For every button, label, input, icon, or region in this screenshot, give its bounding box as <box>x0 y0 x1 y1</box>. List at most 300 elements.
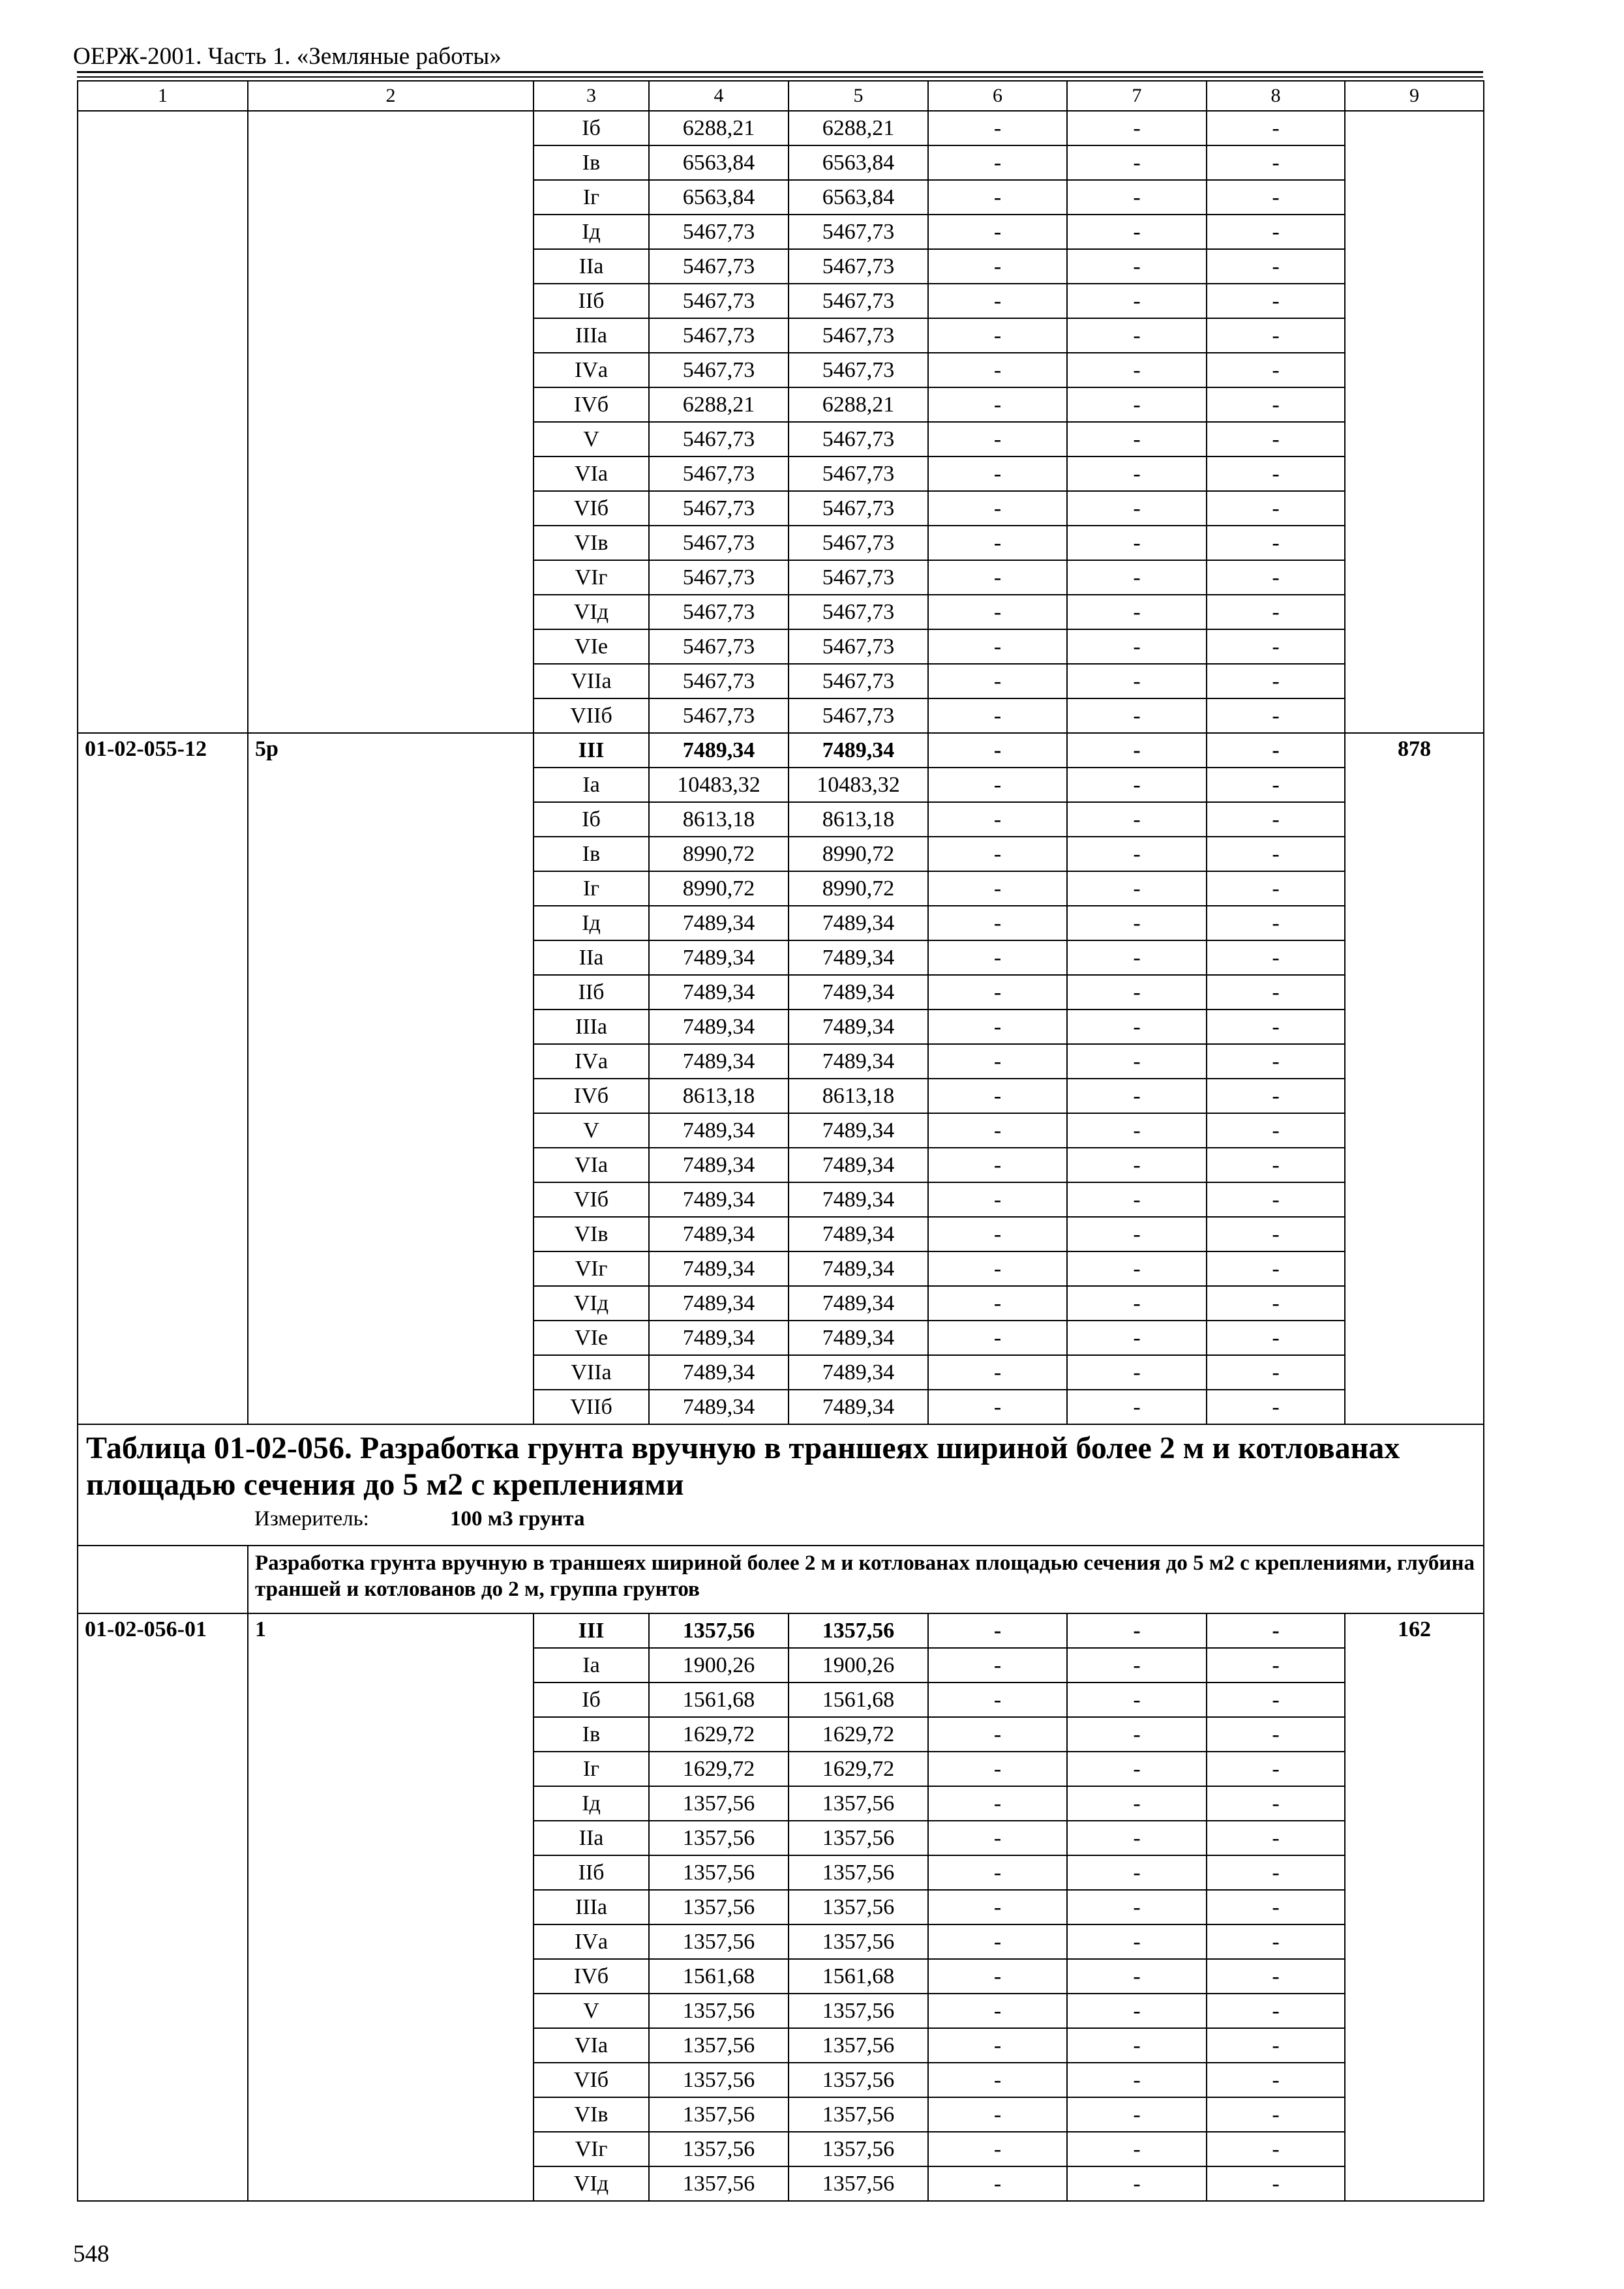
value-cell: - <box>1067 1648 1207 1683</box>
value-cell: 6288,21 <box>649 111 789 145</box>
value-cell: Iд <box>534 906 649 940</box>
value-cell: - <box>1207 353 1345 387</box>
value-cell: - <box>1067 871 1207 906</box>
value-cell: 1629,72 <box>789 1717 928 1752</box>
value-cell: VIIб <box>534 698 649 733</box>
value-cell: 5467,73 <box>649 215 789 249</box>
value-cell: - <box>928 422 1067 456</box>
value-cell: 5467,73 <box>789 215 928 249</box>
value-cell: 7489,34 <box>649 940 789 975</box>
value-cell: - <box>928 802 1067 837</box>
value-cell: VIд <box>534 1286 649 1321</box>
value-cell: - <box>1067 1786 1207 1821</box>
value-cell: V <box>534 422 649 456</box>
unit-label: Измеритель: <box>254 1507 369 1531</box>
value-cell: - <box>928 2132 1067 2166</box>
value-cell: IVб <box>534 387 649 422</box>
value-cell: - <box>1207 1148 1345 1182</box>
value-cell: 7489,34 <box>649 1286 789 1321</box>
value-cell: 7489,34 <box>649 975 789 1010</box>
value-cell: - <box>1207 284 1345 318</box>
value-cell: - <box>1207 837 1345 871</box>
value-cell: - <box>1207 906 1345 940</box>
value-cell: - <box>1067 1821 1207 1855</box>
value-cell: 1357,56 <box>789 1924 928 1959</box>
value-cell: IIIа <box>534 1010 649 1044</box>
value-cell: - <box>1067 1079 1207 1113</box>
value-cell: IIа <box>534 940 649 975</box>
value-cell: 5467,73 <box>649 664 789 698</box>
value-cell: Iг <box>534 180 649 215</box>
value-cell: - <box>1067 1855 1207 1890</box>
value-cell: - <box>1207 491 1345 526</box>
value-cell: - <box>928 1717 1067 1752</box>
value-cell: - <box>1207 1390 1345 1424</box>
value-cell: 1357,56 <box>649 1924 789 1959</box>
value-cell: 7489,34 <box>649 1010 789 1044</box>
value-cell: 1357,56 <box>649 2166 789 2201</box>
value-cell: - <box>1207 2097 1345 2132</box>
page-number: 548 <box>73 2241 110 2267</box>
page-header: ОЕРЖ-2001. Часть 1. «Земляные работы» <box>73 43 502 70</box>
value-cell: 6563,84 <box>789 145 928 180</box>
value-cell: - <box>928 1855 1067 1890</box>
value-cell: - <box>928 526 1067 560</box>
value-cell: - <box>928 1994 1067 2028</box>
value-cell: - <box>928 837 1067 871</box>
value-cell: 8990,72 <box>789 871 928 906</box>
value-cell: VIв <box>534 1217 649 1251</box>
value-cell: - <box>928 1752 1067 1786</box>
value-cell: - <box>928 2063 1067 2097</box>
price-table <box>77 80 1484 2202</box>
value-cell: 6563,84 <box>649 180 789 215</box>
value-cell: Iб <box>534 111 649 145</box>
value-cell: IIIа <box>534 1890 649 1924</box>
value-cell: - <box>1207 560 1345 595</box>
value-cell: - <box>1067 180 1207 215</box>
rate-name-cell <box>248 111 534 733</box>
value-cell: - <box>1067 940 1207 975</box>
value-cell: - <box>1067 2097 1207 2132</box>
value-cell: 10483,32 <box>789 768 928 802</box>
value-cell: 7489,34 <box>789 940 928 975</box>
value-cell: 7489,34 <box>649 1390 789 1424</box>
value-cell: - <box>928 1890 1067 1924</box>
value-cell: - <box>928 871 1067 906</box>
column-number-cell: 5 <box>789 81 928 111</box>
value-cell: - <box>1207 1044 1345 1079</box>
value-cell: 8990,72 <box>649 871 789 906</box>
value-cell: - <box>1207 1890 1345 1924</box>
value-cell: - <box>1207 1648 1345 1683</box>
value-cell: Iа <box>534 768 649 802</box>
value-cell: Iд <box>534 215 649 249</box>
value-cell: VIг <box>534 1251 649 1286</box>
value-cell: - <box>1207 318 1345 353</box>
value-cell: - <box>1207 940 1345 975</box>
value-cell: 5467,73 <box>649 491 789 526</box>
value-cell: 5467,73 <box>789 560 928 595</box>
value-cell: - <box>1207 1286 1345 1321</box>
value-cell: - <box>1207 1079 1345 1113</box>
value-cell: - <box>1067 249 1207 284</box>
column-number-cell: 4 <box>649 81 789 111</box>
value-cell: - <box>1067 1613 1207 1648</box>
value-cell: 1357,56 <box>649 1855 789 1890</box>
value-cell: 5467,73 <box>649 456 789 491</box>
value-cell: - <box>1067 1182 1207 1217</box>
value-cell: 1357,56 <box>789 1890 928 1924</box>
value-cell: VIа <box>534 2028 649 2063</box>
value-cell: 7489,34 <box>649 906 789 940</box>
value-cell: 8613,18 <box>789 802 928 837</box>
value-cell: III <box>534 1613 649 1648</box>
value-cell: IVа <box>534 1044 649 1079</box>
value-cell: 5467,73 <box>649 595 789 629</box>
value-cell: 8613,18 <box>789 1079 928 1113</box>
value-cell: 1357,56 <box>789 1855 928 1890</box>
value-cell: - <box>1207 2028 1345 2063</box>
value-cell: 5467,73 <box>649 629 789 664</box>
value-cell: - <box>928 318 1067 353</box>
rate-code-cell: 01-02-056-01 <box>78 1613 248 2201</box>
value-cell: - <box>1067 1355 1207 1390</box>
value-cell: 1357,56 <box>649 2028 789 2063</box>
value-cell: - <box>1067 1994 1207 2028</box>
value-cell: 7489,34 <box>649 1355 789 1390</box>
value-cell: - <box>928 111 1067 145</box>
value-cell: - <box>928 1044 1067 1079</box>
table-heading-cell <box>78 1424 1484 1546</box>
value-cell: - <box>1067 733 1207 768</box>
value-cell: III <box>534 733 649 768</box>
value-cell: - <box>928 975 1067 1010</box>
value-cell: - <box>1207 1182 1345 1217</box>
rate-name-cell: 1 <box>248 1613 534 2201</box>
value-cell: 7489,34 <box>649 733 789 768</box>
value-cell: - <box>1067 111 1207 145</box>
value-cell: - <box>1207 1752 1345 1786</box>
value-cell: Iг <box>534 871 649 906</box>
value-cell: - <box>928 1010 1067 1044</box>
value-cell: - <box>928 387 1067 422</box>
value-cell: - <box>1067 2028 1207 2063</box>
value-cell: - <box>1067 664 1207 698</box>
value-cell: 7489,34 <box>649 1182 789 1217</box>
value-cell: 1357,56 <box>789 2063 928 2097</box>
value-cell: - <box>1067 1924 1207 1959</box>
column-number-cell: 8 <box>1207 81 1345 111</box>
value-cell: 8613,18 <box>649 802 789 837</box>
value-cell: - <box>928 560 1067 595</box>
note-cell: 162 <box>1345 1613 1484 2201</box>
value-cell: - <box>1067 387 1207 422</box>
value-cell: IVб <box>534 1079 649 1113</box>
value-cell: - <box>928 1113 1067 1148</box>
value-cell: 7489,34 <box>789 1390 928 1424</box>
value-cell: - <box>1067 560 1207 595</box>
value-cell: V <box>534 1994 649 2028</box>
value-cell: - <box>1207 664 1345 698</box>
value-cell: - <box>928 1959 1067 1994</box>
value-cell: - <box>1067 2166 1207 2201</box>
value-cell: - <box>928 2097 1067 2132</box>
value-cell: 1561,68 <box>649 1959 789 1994</box>
value-cell: 7489,34 <box>649 1148 789 1182</box>
value-cell: - <box>928 1821 1067 1855</box>
value-cell: - <box>928 1286 1067 1321</box>
header-rule-thick <box>77 71 1483 73</box>
value-cell: VIа <box>534 1148 649 1182</box>
description-text: Разработка грунта вручную в траншеях шириной более 2 м и котлованах площадью сечения до 5 м2 с креплениями, глубина траншей и котлованов до 2 м, группа грунтов <box>248 1546 1484 1613</box>
rate-name-cell: 5р <box>248 733 534 1424</box>
value-cell: - <box>928 698 1067 733</box>
value-cell: IIа <box>534 249 649 284</box>
rate-code-cell: 01-02-055-12 <box>78 733 248 1424</box>
value-cell: - <box>1067 1044 1207 1079</box>
value-cell: 1629,72 <box>649 1717 789 1752</box>
value-cell: - <box>1067 1959 1207 1994</box>
value-cell: - <box>1207 1010 1345 1044</box>
value-cell: VIб <box>534 2063 649 2097</box>
value-cell: IVа <box>534 353 649 387</box>
value-cell: 5467,73 <box>649 284 789 318</box>
value-cell: - <box>928 1148 1067 1182</box>
value-cell: 7489,34 <box>789 906 928 940</box>
value-cell: - <box>1067 1286 1207 1321</box>
value-cell: - <box>1207 180 1345 215</box>
value-cell: 5467,73 <box>789 284 928 318</box>
column-number-cell: 2 <box>248 81 534 111</box>
unit-line <box>254 1506 1475 1532</box>
value-cell: Iа <box>534 1648 649 1683</box>
value-cell: - <box>1067 1683 1207 1717</box>
value-cell: 1357,56 <box>649 1994 789 2028</box>
value-cell: - <box>1207 1613 1345 1648</box>
value-cell: 6288,21 <box>789 387 928 422</box>
value-cell: - <box>1207 975 1345 1010</box>
value-cell: - <box>1207 768 1345 802</box>
value-cell: IIб <box>534 975 649 1010</box>
value-cell: - <box>1207 249 1345 284</box>
value-cell: - <box>928 1613 1067 1648</box>
unit-value: 100 м3 грунта <box>450 1507 585 1531</box>
value-cell: Iг <box>534 1752 649 1786</box>
value-cell: - <box>928 2028 1067 2063</box>
value-cell: - <box>1067 1890 1207 1924</box>
value-cell: - <box>928 145 1067 180</box>
value-cell: VIг <box>534 560 649 595</box>
value-cell: - <box>1207 802 1345 837</box>
value-cell: - <box>928 906 1067 940</box>
value-cell: - <box>1207 1994 1345 2028</box>
value-cell: - <box>928 1355 1067 1390</box>
column-number-cell: 6 <box>928 81 1067 111</box>
value-cell: 5467,73 <box>789 664 928 698</box>
value-cell: - <box>928 215 1067 249</box>
value-cell: - <box>1067 1217 1207 1251</box>
value-cell: 8613,18 <box>649 1079 789 1113</box>
value-cell: 7489,34 <box>649 1113 789 1148</box>
value-cell: VIв <box>534 2097 649 2132</box>
value-cell: 7489,34 <box>789 1217 928 1251</box>
value-cell: 1357,56 <box>789 2132 928 2166</box>
value-cell: VIд <box>534 2166 649 2201</box>
value-cell: IIа <box>534 1821 649 1855</box>
value-cell: - <box>928 249 1067 284</box>
value-cell: - <box>928 664 1067 698</box>
column-number-row <box>78 81 1484 111</box>
value-cell: 1357,56 <box>789 1786 928 1821</box>
value-cell: 5467,73 <box>789 698 928 733</box>
table-row <box>78 111 1484 145</box>
value-cell: VIг <box>534 2132 649 2166</box>
value-cell: - <box>928 2166 1067 2201</box>
value-cell: - <box>928 456 1067 491</box>
value-cell: 7489,34 <box>649 1321 789 1355</box>
value-cell: - <box>1067 629 1207 664</box>
value-cell: 6288,21 <box>789 111 928 145</box>
value-cell: 5467,73 <box>789 249 928 284</box>
value-cell: Iб <box>534 802 649 837</box>
value-cell: Iв <box>534 1717 649 1752</box>
value-cell: VIб <box>534 1182 649 1217</box>
value-cell: - <box>928 491 1067 526</box>
description-row <box>78 1546 1484 1613</box>
value-cell: - <box>1207 145 1345 180</box>
value-cell: 1357,56 <box>789 1613 928 1648</box>
value-cell: - <box>1207 1321 1345 1355</box>
value-cell: IIб <box>534 1855 649 1890</box>
value-cell: - <box>1207 215 1345 249</box>
value-cell: - <box>1067 906 1207 940</box>
value-cell: - <box>1207 111 1345 145</box>
value-cell: - <box>928 353 1067 387</box>
value-cell: - <box>1207 456 1345 491</box>
column-number-cell: 9 <box>1345 81 1484 111</box>
value-cell: - <box>1207 733 1345 768</box>
description-spacer <box>78 1546 248 1613</box>
value-cell: - <box>1207 1217 1345 1251</box>
value-cell: - <box>1067 975 1207 1010</box>
value-cell: - <box>1207 595 1345 629</box>
value-cell: - <box>1067 1251 1207 1286</box>
table-row <box>78 733 1484 768</box>
value-cell: - <box>1067 353 1207 387</box>
note-cell <box>1345 111 1484 733</box>
value-cell: - <box>1207 2063 1345 2097</box>
value-cell: 5467,73 <box>789 491 928 526</box>
value-cell: - <box>1207 2166 1345 2201</box>
column-number-cell: 7 <box>1067 81 1207 111</box>
value-cell: IVб <box>534 1959 649 1994</box>
value-cell: Iд <box>534 1786 649 1821</box>
value-cell: - <box>1067 1321 1207 1355</box>
value-cell: 5467,73 <box>649 422 789 456</box>
value-cell: - <box>1207 1855 1345 1890</box>
value-cell: - <box>928 940 1067 975</box>
value-cell: 7489,34 <box>789 1148 928 1182</box>
value-cell: Iв <box>534 145 649 180</box>
value-cell: V <box>534 1113 649 1148</box>
value-cell: - <box>1067 422 1207 456</box>
value-cell: Iв <box>534 837 649 871</box>
value-cell: - <box>1067 595 1207 629</box>
value-cell: VIе <box>534 1321 649 1355</box>
value-cell: - <box>1067 698 1207 733</box>
value-cell: - <box>1207 1959 1345 1994</box>
value-cell: VIе <box>534 629 649 664</box>
value-cell: 7489,34 <box>789 1286 928 1321</box>
value-cell: - <box>1067 1113 1207 1148</box>
column-number-cell: 1 <box>78 81 248 111</box>
value-cell: 1900,26 <box>789 1648 928 1683</box>
value-cell: 5467,73 <box>789 456 928 491</box>
value-cell: VIб <box>534 491 649 526</box>
value-cell: - <box>1207 526 1345 560</box>
value-cell: - <box>1067 318 1207 353</box>
value-cell: - <box>1067 837 1207 871</box>
value-cell: - <box>1067 456 1207 491</box>
value-cell: - <box>1067 2132 1207 2166</box>
value-cell: 1357,56 <box>649 1821 789 1855</box>
value-cell: IIIа <box>534 318 649 353</box>
value-cell: 1629,72 <box>789 1752 928 1786</box>
value-cell: - <box>1067 145 1207 180</box>
value-cell: - <box>1067 215 1207 249</box>
value-cell: - <box>928 1390 1067 1424</box>
table-heading-row <box>78 1424 1484 1546</box>
value-cell: 1357,56 <box>649 2063 789 2097</box>
value-cell: VIIа <box>534 664 649 698</box>
value-cell: Iб <box>534 1683 649 1717</box>
value-cell: 7489,34 <box>789 733 928 768</box>
value-cell: - <box>1067 1717 1207 1752</box>
value-cell: 5467,73 <box>789 353 928 387</box>
value-cell: 1900,26 <box>649 1648 789 1683</box>
value-cell: - <box>928 1924 1067 1959</box>
value-cell: 6563,84 <box>789 180 928 215</box>
table-row <box>78 1613 1484 1648</box>
value-cell: 7489,34 <box>789 975 928 1010</box>
value-cell: 1357,56 <box>789 2166 928 2201</box>
value-cell: - <box>928 284 1067 318</box>
value-cell: - <box>928 1786 1067 1821</box>
value-cell: - <box>928 1321 1067 1355</box>
column-number-cell: 3 <box>534 81 649 111</box>
value-cell: - <box>1067 768 1207 802</box>
value-cell: 5467,73 <box>649 353 789 387</box>
value-cell: - <box>1207 387 1345 422</box>
rate-code-cell <box>78 111 248 733</box>
value-cell: 6288,21 <box>649 387 789 422</box>
note-cell: 878 <box>1345 733 1484 1424</box>
value-cell: 7489,34 <box>789 1321 928 1355</box>
value-cell: - <box>1067 526 1207 560</box>
value-cell: 5467,73 <box>649 318 789 353</box>
value-cell: 5467,73 <box>789 318 928 353</box>
value-cell: - <box>928 1217 1067 1251</box>
value-cell: - <box>1207 1717 1345 1752</box>
value-cell: 1561,68 <box>649 1683 789 1717</box>
value-cell: - <box>1207 629 1345 664</box>
value-cell: - <box>1207 1683 1345 1717</box>
table-title: Таблица 01-02-056. Разработка грунта вручную в траншеях шириной более 2 м и котлованах площадью сечения до 5 м2 с креплениями <box>86 1431 1400 1502</box>
value-cell: 6563,84 <box>649 145 789 180</box>
value-cell: - <box>928 1648 1067 1683</box>
value-cell: 1561,68 <box>789 1959 928 1994</box>
